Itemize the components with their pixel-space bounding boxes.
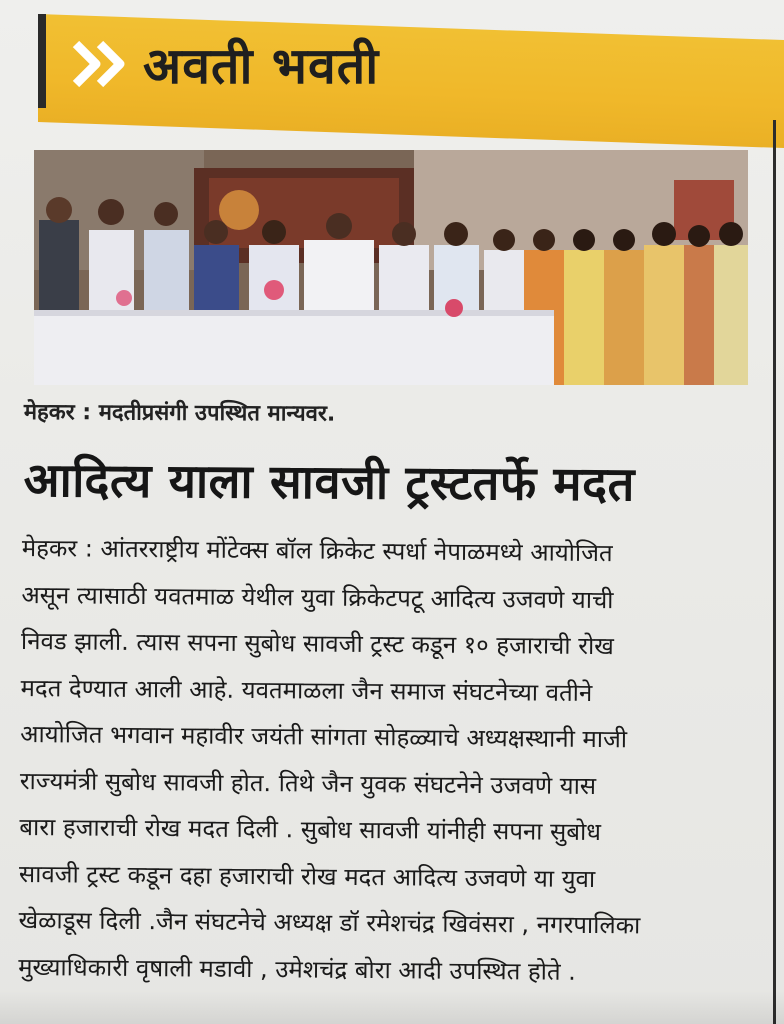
body-line: मदत देण्यात आली आहे. यवतमाळला जैन समाज संघटनेच्या वतीने [20, 673, 593, 707]
group-photo [34, 150, 748, 385]
body-line: आयोजित भगवान महावीर जयंती सांगता सोहळ्याचे अध्यक्षस्थानी माजी [20, 719, 628, 754]
body-line: बारा हजाराची रोख मदत दिली . सुबोध सावजी यांनीही सपना सुबोध [19, 812, 602, 847]
article-body [18, 525, 766, 996]
double-chevron-right-icon [70, 36, 130, 92]
body-line: मेहकर : आंतरराष्ट्रीय मोंटेक्स बॉल क्रिकेट स्पर्धा नेपाळमध्ये आयोजित [21, 533, 613, 568]
section-title: अवती भवती [143, 37, 380, 95]
column-rule [773, 120, 776, 1024]
section-header-bar [38, 14, 46, 108]
photo-caption: मेहकर : मदतीप्रसंगी उपस्थित मान्यवर. [23, 399, 336, 427]
page-edge-shadow [0, 990, 784, 1024]
body-line: निवड झाली. त्यास सपना सुबोध सावजी ट्रस्ट कडून १० हजाराची रोख [20, 626, 615, 661]
article-headline: आदित्य याला सावजी ट्रस्टतर्फे मदत [23, 452, 636, 513]
body-line: राज्यमंत्री सुबोध सावजी होत. तिथे जैन युवक संघटनेने उजवणे यास [19, 766, 597, 800]
body-line: मुख्याधिकारी वृषाली मडावी , उमेशचंद्र बोरा आदी उपस्थित होते . [18, 952, 576, 986]
body-line: असून त्यासाठी यवतमाळ येथील युवा क्रिकेटपटू आदित्य उजवणे याची [21, 580, 614, 614]
body-line: खेळाडूस दिली .जैन संघटनेचे अध्यक्ष डॉ रमेशचंद्र खिवंसरा , नगरपालिका [18, 905, 641, 940]
body-line: सावजी ट्रस्ट कडून दहा हजाराची रोख मदत आदित्य उजवणे या युवा [18, 859, 596, 893]
